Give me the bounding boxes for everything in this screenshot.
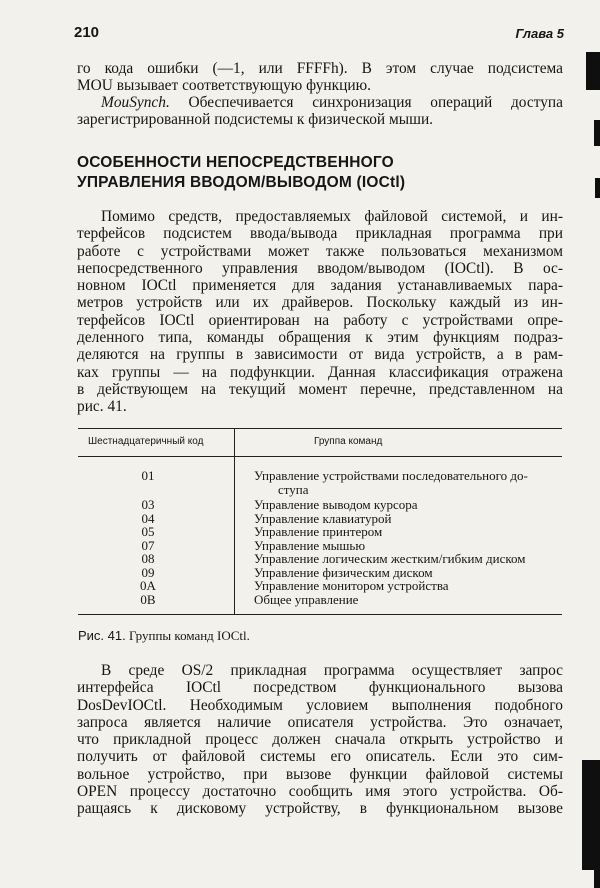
table-row — [78, 593, 562, 607]
text-line: ращаясь к дисковому устройству, в функциональном вызове — [77, 800, 563, 818]
page-header — [70, 24, 564, 44]
text-line: рис. 41. — [77, 398, 127, 416]
figure-number: Рис. 41. — [78, 628, 126, 643]
command-group: Общее управление — [254, 591, 359, 607]
text-line: терфейсов IOCtl ориентирован на работу с устройствами опре- — [77, 311, 563, 329]
figure-caption-text: Группы команд IOCtl. — [128, 628, 250, 643]
text-line: вольное устройство, при вызове функции файловой системы — [77, 765, 563, 783]
column-header-code: Шестнадцатеричный код — [88, 436, 204, 447]
table-row — [78, 525, 562, 539]
chapter-title: Глава 5 — [515, 26, 564, 41]
command-group: Управление монитором устройства — [254, 578, 449, 593]
section-heading — [77, 153, 557, 193]
text-line: MOU вызывает соответствующую функцию. — [77, 77, 371, 95]
table-header-rule — [78, 456, 562, 457]
hex-code: 0A — [140, 578, 156, 593]
page-number: 210 — [74, 24, 100, 41]
text-line: работе с устройствами может также пользоваться механизмом — [77, 242, 563, 260]
scan-edge-shadow — [595, 178, 600, 198]
text-line: метров устройств или их драйверов. Поскольку каждый из ин- — [77, 294, 563, 312]
hex-code: 0B — [140, 591, 156, 607]
text-line: В среде OS/2 прикладная программа осуществляет запрос — [101, 662, 563, 679]
final-paragraph — [77, 662, 563, 818]
hex-code: 01 — [141, 468, 155, 483]
text-line: деляются на группы в зависимости от вида устройств, а в рам- — [77, 346, 563, 364]
scan-edge-shadow — [582, 760, 600, 870]
table-body — [78, 469, 562, 606]
heading-line: УПРАВЛЕНИЯ ВВОДОМ/ВЫВОДОМ (IOCtl) — [77, 174, 406, 191]
table-row — [78, 579, 562, 593]
text-line: запроса является наличие описателя устройства. Это означает, — [77, 713, 563, 731]
scan-edge-shadow — [586, 52, 600, 90]
figure-caption — [78, 628, 250, 644]
text-line: деленного типа, команды обращения к этим функциям подраз- — [77, 329, 563, 347]
text-line: в действующем на текущий момент перечне, представленном на — [77, 380, 563, 398]
text-line: терфейсов подсистем ввода/вывода прикладная программа при — [77, 225, 563, 243]
mousynch-text: Обеспечивается синхронизация операций доступа — [188, 94, 563, 111]
table-row — [78, 498, 562, 512]
command-group: Управление физическим диском — [254, 564, 433, 580]
command-group: Управление логическим жестким/гибким диском — [254, 551, 526, 566]
text-line: получить от файловой системы его описатель. Если это сим- — [77, 748, 563, 766]
table-top-rule — [78, 428, 562, 429]
table-bottom-rule — [78, 614, 562, 615]
text-line: зарегистрированной подсистемы к физической мыши. — [77, 111, 434, 129]
text-line — [77, 94, 563, 111]
text-line: что прикладной процесс должен сначала открыть устройство и — [77, 731, 563, 749]
hex-code: 05 — [141, 524, 155, 539]
text-line: Помимо средств, предоставляемых файловой системой, и ин- — [101, 208, 563, 225]
command-group: Управление мышью — [254, 537, 366, 553]
table-row — [78, 552, 562, 566]
hex-code: 08 — [141, 551, 155, 566]
command-group: Управление принтером — [254, 524, 383, 539]
table-row — [78, 512, 562, 526]
table-row — [78, 539, 562, 553]
scan-edge-shadow — [594, 870, 600, 888]
text-line: DosDevIOCtl. Необходимым условием выполнения подобного — [77, 696, 563, 714]
text-line: новном IOCtl применяется для задания устанавливаемых пара- — [77, 277, 563, 295]
main-paragraph — [77, 208, 563, 416]
text-line: OPEN процессу достаточно сообщить имя этого устройства. Об- — [77, 783, 563, 801]
hex-code: 03 — [141, 497, 155, 512]
intro-paragraph — [77, 60, 563, 95]
command-group-text: Управление устройствами последовательного до- — [254, 468, 528, 483]
mousynch-paragraph — [77, 94, 563, 129]
table-row — [78, 469, 562, 496]
hex-code: 09 — [141, 564, 155, 580]
command-group: Управление выводом курсора — [254, 497, 418, 512]
heading-line: ОСОБЕННОСТИ НЕПОСРЕДСТВЕННОГО — [77, 154, 394, 171]
mousynch-term: MouSynch. — [101, 94, 170, 111]
ioctl-groups-table — [78, 428, 562, 618]
command-group — [254, 469, 554, 496]
column-header-group: Группа команд — [314, 436, 383, 447]
table-row — [78, 566, 562, 580]
scan-edge-shadow — [594, 120, 600, 146]
hex-code: 07 — [141, 537, 155, 553]
command-group-continued: ступа — [278, 481, 309, 497]
text-line: интерфейса IOCtl посредством функционального вызова — [77, 679, 563, 697]
text-line: ках группы — на подфункции. Данная классификация отражена — [77, 363, 563, 381]
hex-code: 04 — [141, 510, 155, 526]
text-line: го кода ошибки (—1, или FFFFh). В этом случае подсистема — [77, 60, 563, 77]
text-line: непосредственного управления вводом/выводом (IOCtl). В ос- — [77, 259, 563, 277]
command-group: Управление клавиатурой — [254, 510, 392, 526]
